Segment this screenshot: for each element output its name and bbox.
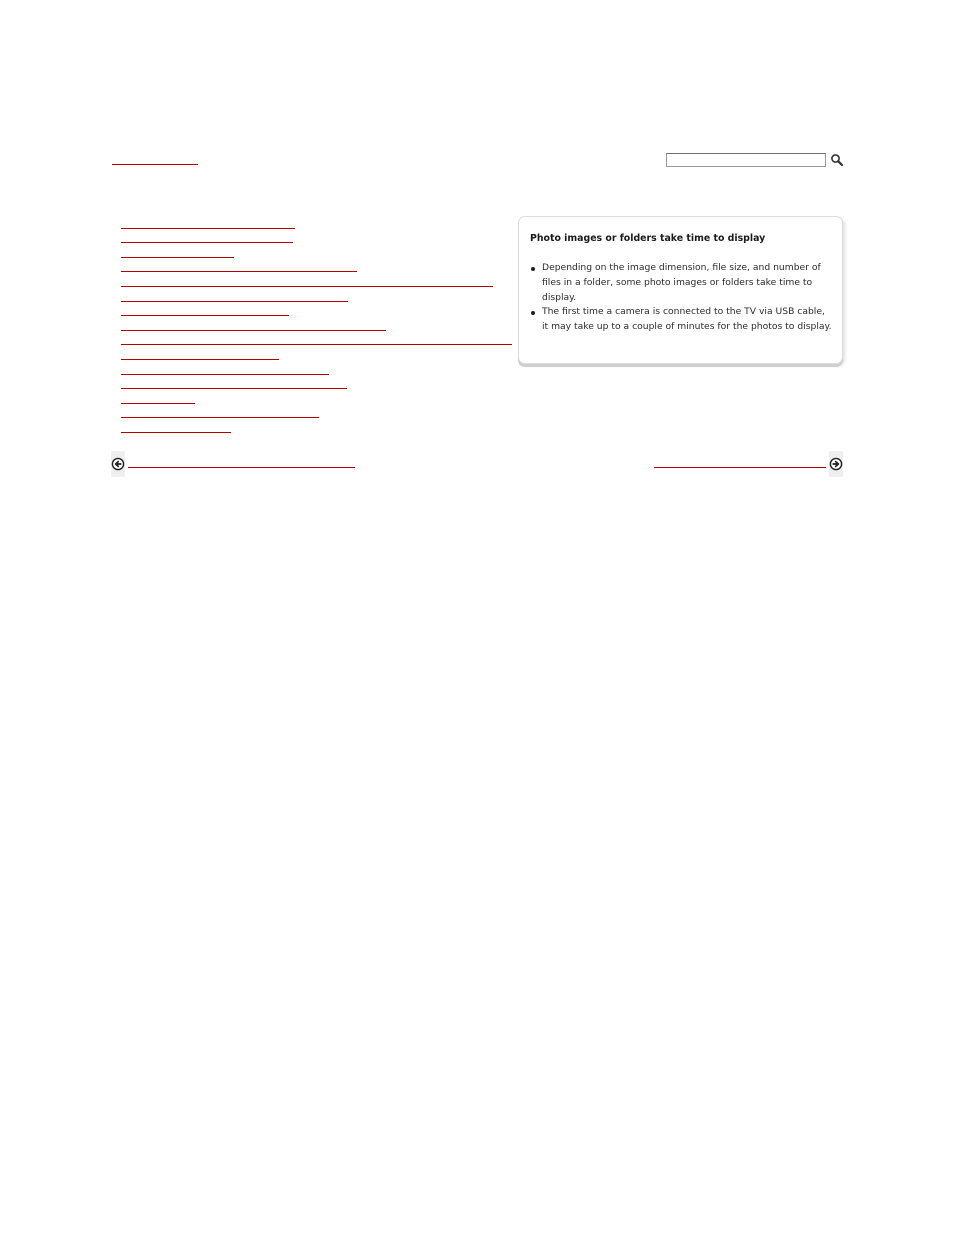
message-bullets [530,261,832,335]
top-link[interactable] [112,153,198,165]
arrow-right-circle-icon [829,457,843,471]
related-link[interactable] [121,344,512,345]
related-link[interactable] [121,257,234,258]
next-page-link[interactable] [654,467,826,468]
related-link[interactable] [121,286,493,287]
related-link[interactable] [121,242,293,243]
magnifier-icon [830,153,844,167]
related-link[interactable] [121,432,231,433]
previous-page-button[interactable] [111,451,125,477]
next-page-nav [654,451,843,477]
related-link[interactable] [121,330,386,331]
message-bullet: The first time a camera is connected to the TV via USB cable, it may take up to a couple of minutes for the photos to display. [542,305,832,335]
message-card [518,216,843,364]
previous-page-link[interactable] [128,467,355,468]
arrow-left-circle-icon [111,457,125,471]
message-bullet: Depending on the image dimension, file size, and number of files in a folder, some photo images or folders take time to display. [542,261,832,305]
related-link[interactable] [121,417,319,418]
related-link[interactable] [121,271,357,272]
search-button[interactable] [830,153,844,167]
message-title: Photo images or folders take time to display [530,233,766,244]
previous-page-nav [111,451,355,477]
search-input[interactable] [666,153,826,167]
related-link[interactable] [121,388,347,389]
related-link[interactable] [121,301,348,302]
related-link[interactable] [121,374,329,375]
search-bar [666,153,844,167]
related-link[interactable] [121,403,195,404]
related-link[interactable] [121,228,295,229]
related-link[interactable] [121,359,279,360]
related-link[interactable] [121,315,289,316]
next-page-button[interactable] [829,451,843,477]
